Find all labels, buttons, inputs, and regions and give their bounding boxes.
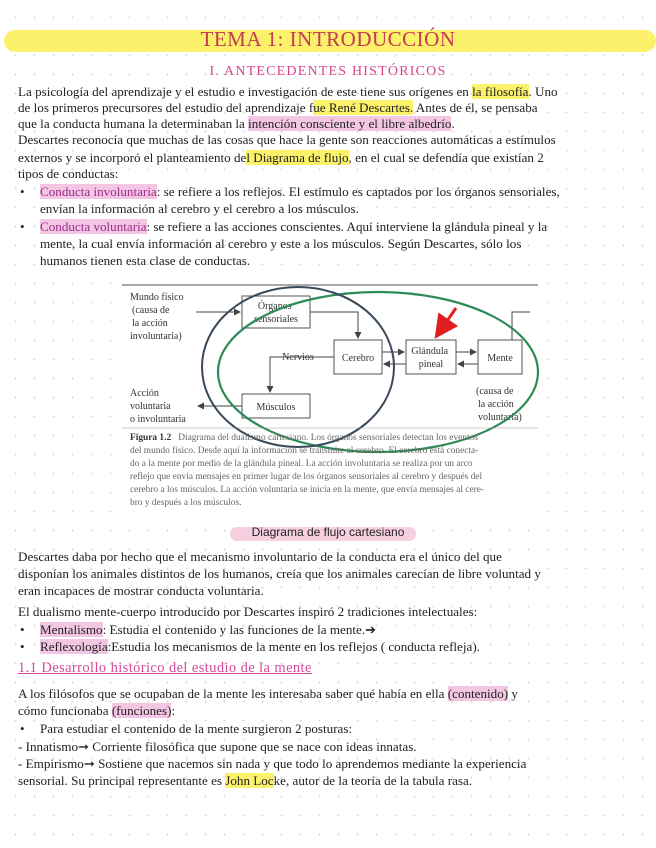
musculos-label: Músculos [256,402,296,413]
section-line-1: A los filósofos que se ocupaban de la mente les interesaba saber qué había en ella (contenido) y [18,686,518,701]
intro-line-1: La psicología del aprendizaje y el estudio e investigación de este tiene sus orígenes en la filosofía. Uno [18,84,558,99]
cerebro-label: Cerebro [341,353,375,364]
figure-caption: Figura 1.2 Diagrama del dualismo cartesiano. Los órganos sensoriales detectan los eventos del mundo físico. Desde aquí la información se transmite al cerebro. El cerebro está conecta- do a la mente por medio de la glándula pineal. La acción involuntaria se realiza por un arco reflejo que envía mensajes en primer lugar de los órganos sensoriales al cerebro y después del cerebro a los músculos. La acción voluntaria se inicia en la mente, que envía mensajes al cere- bro y después a los músculos. [130,433,485,508]
conducta-voluntaria-line-1: Conducta voluntaria: se refiere a las acciones conscientes. Aquí interviene la glándula pineal y la [40,219,548,234]
intro-line-3: que la conducta humana la determinaban la intención consciente y el libre albedrío. [18,116,455,131]
figure-label: Diagrama de flujo cartesiano [251,525,405,539]
dualism-figure [118,282,542,520]
causa-voluntaria-label: (causa de la acción voluntaria) [476,386,522,423]
organos-label: Órganos sensoriales [254,301,298,325]
dualismo-line: El dualismo mente-cuerpo introducido por Descartes inspiró 2 tradiciones intelectuales: [18,604,478,619]
conducta-involuntaria-line-2: envían la información al cerebro y el cerebro a los músculos. [40,201,359,216]
nervios-label: Nervios [282,352,314,363]
accion-label: Acción voluntaria o involuntaria [130,388,186,425]
glandula-label: Glándula pineal [411,346,449,370]
empirismo-line-1: - Empirismo➞ Sostiene que nacemos sin nada y que todo lo aprendemos mediante la experiencia [18,756,527,771]
intro-line-2: de los primeros precursores del estudio del aprendizaje fue René Descartes. Antes de él, se pensaba [18,100,538,115]
bullet-icon: • [20,184,25,199]
intro-line-5: externos y se incorporó el planteamiento del Diagrama de flujo, en el cual se defendía que existían 2 [18,150,544,165]
bullet-icon: • [20,639,25,654]
intro-line-4: Descartes reconocía que muchas de las cosas que hace la gente son reacciones automáticas a estímulos [18,132,556,147]
bullet-icon: • [20,622,25,637]
empirismo-line-2: sensorial. Su principal representante es John Locke, autor de la teoría de la tabula rasa. [18,773,473,788]
posturas-line: Para estudiar el contenido de la mente surgieron 2 posturas: [40,721,353,736]
red-arrow-icon [438,308,456,334]
body-line-1: Descartes daba por hecho que el mecanismo involuntario de la conducta era el único del que [18,549,502,564]
section-heading: 1.1 Desarrollo histórico del estudio de la mente [18,660,312,676]
bullet-icon: • [20,721,25,736]
arrow-organos-cerebro [310,312,358,338]
mentalismo-line: Mentalismo: Estudia el contenido y las funciones de la mente.➔ [40,622,377,637]
section-line-2: cómo funcionaba (funciones): [18,703,176,718]
conducta-involuntaria-line-1: Conducta involuntaria: se refiere a los reflejos. El estímulo es captados por los órganos sensoriales, [40,184,560,199]
conducta-voluntaria-line-3: humanos tienen esta clase de conductas. [40,253,251,268]
intro-line-6: tipos de conductas: [18,166,119,181]
mente-label: Mente [487,353,513,364]
innatismo-line: - Innatismo➞ Corriente filosófica que supone que se nace con ideas innatas. [18,739,417,754]
body-line-3: eran incapaces de mostrar conducta voluntaria. [18,583,264,598]
body-line-2: disponían los animales distintos de los humanos, creía que los animales carecían de libre voluntad y [18,566,541,581]
page-title: TEMA 1: INTRODUCCIÓN [200,27,456,51]
mundo-fisico-label: Mundo físico (causa de la acción involuntaria) [130,292,184,342]
reflexologia-line: Reflexología:Estudia los mecanismos de la mente en los reflejos ( conducta refleja). [40,639,480,654]
section-subtitle: I. ANTECEDENTES HISTÓRICOS [209,64,447,79]
bullet-icon: • [20,219,25,234]
conducta-voluntaria-line-2: mente, la cual envía información al cerebro y este a los músculos. Según Descartes, sólo los [40,236,522,251]
